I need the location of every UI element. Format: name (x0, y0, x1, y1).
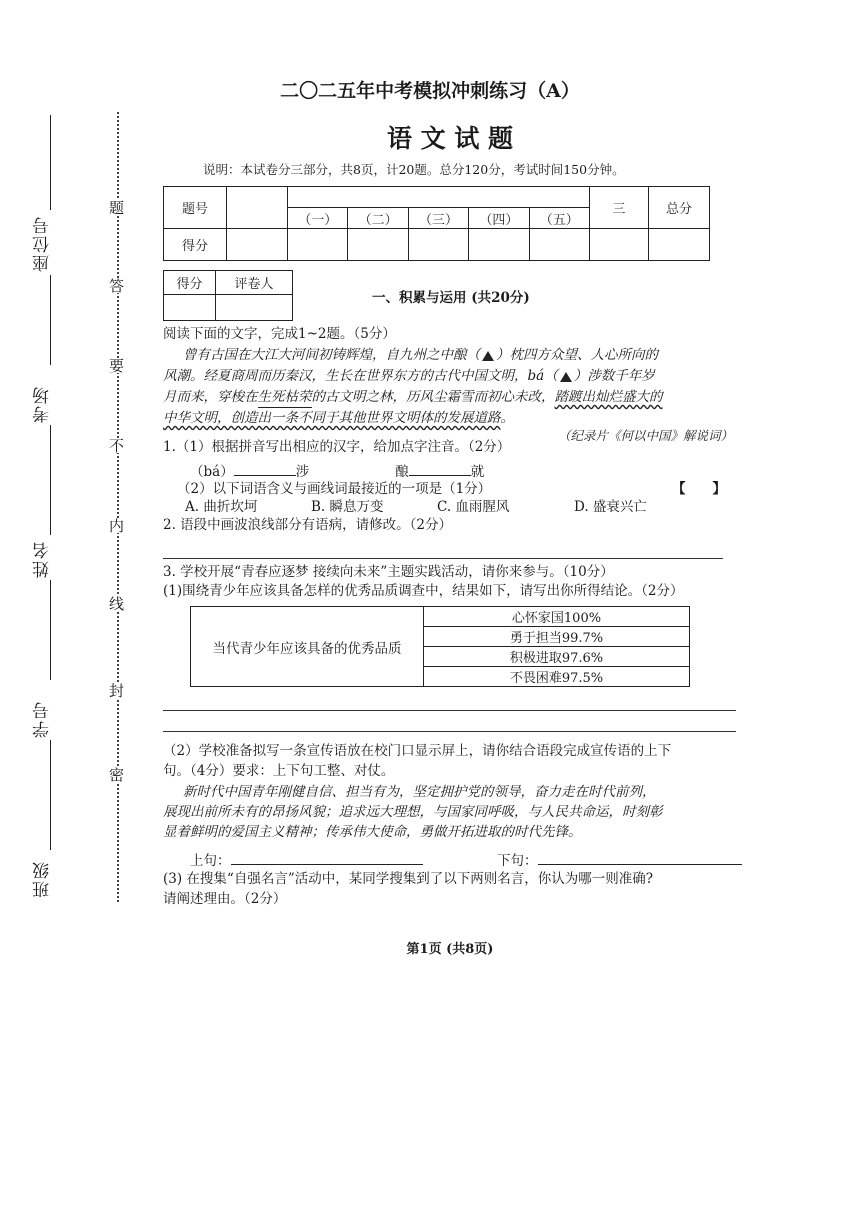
seal-char-ti: 题 (107, 200, 125, 215)
section1-heading: 一、积累与运用 (共20分) (372, 290, 530, 306)
score-cell-2[interactable] (288, 229, 348, 261)
q3-passage-3: 显着鲜明的爱国主义精神；传承伟大使命，勇做开拓进取的时代先锋。 (163, 824, 582, 840)
grader-label: 评卷人 (215, 271, 292, 295)
seal-char-xian: 线 (107, 596, 125, 611)
q1-answer-row: （bá） 涉 酿 就 (190, 464, 485, 480)
passage-source: （纪录片《何以中国》解说词） (558, 428, 734, 443)
grader-name-cell[interactable] (215, 295, 292, 321)
name-line (50, 580, 51, 680)
seal-dotted-line (117, 112, 119, 902)
reading-intro: 阅读下面的文字，完成1~2题。（5分） (163, 326, 396, 342)
grader-score-label: 得分 (164, 271, 216, 295)
q3-passage-2: 展现出前所未有的昂扬风貌；追求远大理想，与国家同呼吸，与人民共命运，时刻彰 (163, 804, 663, 820)
q3: 3. 学校开展“青春应逐梦 接续向未来”主题实践活动，请你来参与。（10分） (163, 564, 614, 580)
part1-cell (227, 187, 288, 229)
passage-line-3: 月而来，穿梭在生死枯荣的古文明之林，历风尘霜雪而初心未改，踏踱出灿烂盛大的 (163, 388, 663, 408)
blank-triangle-icon (482, 351, 494, 361)
margin-label-name: 姓名 (33, 540, 53, 578)
part2-sub-5: （五） (529, 208, 589, 229)
survey-row-2: 勇于担当99.7% (424, 627, 690, 647)
survey-row-4: 不畏困难97.5% (424, 667, 690, 687)
subject-title: 语 文 试 题 (386, 124, 514, 153)
answer-blank-1[interactable] (234, 475, 296, 476)
score-table (163, 186, 710, 261)
seal-char-yao: 要 (107, 358, 125, 373)
page-number: 第1页 (共8页) (406, 942, 494, 957)
survey-row-1: 心怀家国100% (424, 607, 690, 627)
q3-passage-1: 新时代中国青年刚健自信、担当有为，坚定拥护党的领导，奋力走在时代前列， (183, 784, 656, 800)
part2-sub-4: （四） (469, 208, 529, 229)
part2-sub-2: （二） (348, 208, 408, 229)
q3-part1: (1)围绕青少年应该具备怎样的优秀品质调查中，结果如下，请写出你所得结论。（2分） (163, 583, 684, 599)
score-cell-5[interactable] (469, 229, 529, 261)
passage-line-2: 风潮。经夏商周而历秦汉，生长在世界东方的古代中国文明，bá（ ）涉数千年岁 (163, 368, 655, 384)
score-cell-total[interactable] (649, 229, 710, 261)
exam-title: 二〇二五年中考模拟冲刺练习（A） (280, 80, 580, 102)
seal-char-feng: 封 (107, 683, 125, 698)
blank-triangle-icon (560, 372, 572, 382)
upper-line-label: 上句： (190, 852, 423, 871)
score-cell-1[interactable] (227, 229, 288, 261)
part2-sub-3: （三） (408, 208, 468, 229)
score-cell-7[interactable] (590, 229, 649, 261)
exam-note: 说明：本试卷分三部分，共8页，计20题。总分120分，考试时间150分钟。 (203, 162, 625, 177)
q3-part3-line1: (3) 在搜集“自强名言”活动中，某同学搜集到了以下两则名言，你认为哪一则准确? (163, 871, 653, 887)
survey-row-3: 积极进取97.6% (424, 647, 690, 667)
margin-label-seat: 座位号 (33, 215, 53, 272)
q3-part3-line2: 请阐述理由。（2分） (163, 891, 287, 907)
grader-score-cell[interactable] (164, 295, 216, 321)
room-line (50, 425, 51, 535)
score-cell-3[interactable] (348, 229, 408, 261)
seal-char-nei: 内 (107, 518, 125, 533)
option-a[interactable]: A. 曲折坎坷 (185, 499, 258, 515)
q1-part2: （2）以下词语含义与画线词最接近的一项是（1分） (177, 481, 492, 497)
underlined-phrase: 生死枯荣 (258, 388, 312, 408)
q1-part2-bracket[interactable]: 【 】 (672, 481, 726, 497)
grader-box (163, 270, 293, 321)
q3-part2-line1: （2）学校准备拟写一条宣传语放在校门口显示屏上，请你结合语段完成宣传语的上下 (163, 743, 672, 759)
score-cell-6[interactable] (529, 229, 589, 261)
wavy-phrase-2: 中华文明，创造出一条不同于其他世界文明体的发展道路 (163, 410, 501, 426)
part2-header (288, 187, 590, 208)
wavy-phrase-1: 踏踱出灿烂盛大的 (554, 389, 663, 405)
q3-part2-line2: 句。（4分）要求：上下句工整、对仗。 (163, 763, 395, 779)
part3-label: 三 (590, 187, 649, 229)
upper-line-blank[interactable] (231, 864, 423, 865)
lower-line-label: 下句： (497, 852, 742, 871)
score-cell-4[interactable] (408, 229, 468, 261)
option-b[interactable]: B. 瞬息万变 (311, 499, 384, 515)
q3-1-answer-line-1[interactable] (163, 710, 736, 711)
id-line (50, 740, 51, 850)
score-row-label: 得分 (164, 229, 227, 261)
q2-answer-line[interactable] (163, 558, 723, 559)
q1-part1: 1.（1）根据拼音写出相应的汉字，给加点字注音。（2分） (163, 439, 511, 455)
q3-1-answer-line-2[interactable] (163, 731, 736, 732)
option-d[interactable]: D. 盛衰兴亡 (574, 499, 647, 515)
q2: 2. 语段中画波浪线部分有语病，请修改。（2分） (163, 517, 453, 533)
seat-line-2 (50, 275, 51, 365)
seal-char-bu: 不 (107, 438, 125, 453)
score-table-row-label: 题号 (164, 187, 227, 229)
margin-label-class: 班级 (33, 860, 53, 898)
seal-char-mi: 密 (107, 767, 125, 782)
survey-label: 当代青少年应该具备的优秀品质 (191, 607, 424, 687)
answer-blank-2[interactable] (409, 475, 471, 476)
margin-label-id: 学号 (33, 700, 53, 738)
option-c[interactable]: C. 血雨腥风 (437, 499, 510, 515)
seal-char-da: 答 (107, 278, 125, 293)
survey-table (190, 606, 690, 687)
part2-sub-1: （一） (288, 208, 348, 229)
total-label: 总分 (649, 187, 710, 229)
passage-line-1: 曾有古国在大江大河间初铸辉煌，自九州之中酿（ ）枕四方众望、人心所向的 (183, 347, 658, 363)
margin-label-room: 考场 (33, 385, 53, 423)
passage-line-4: 中华文明，创造出一条不同于其他世界文明体的发展道路。 (163, 410, 514, 426)
lower-line-blank[interactable] (538, 864, 742, 865)
